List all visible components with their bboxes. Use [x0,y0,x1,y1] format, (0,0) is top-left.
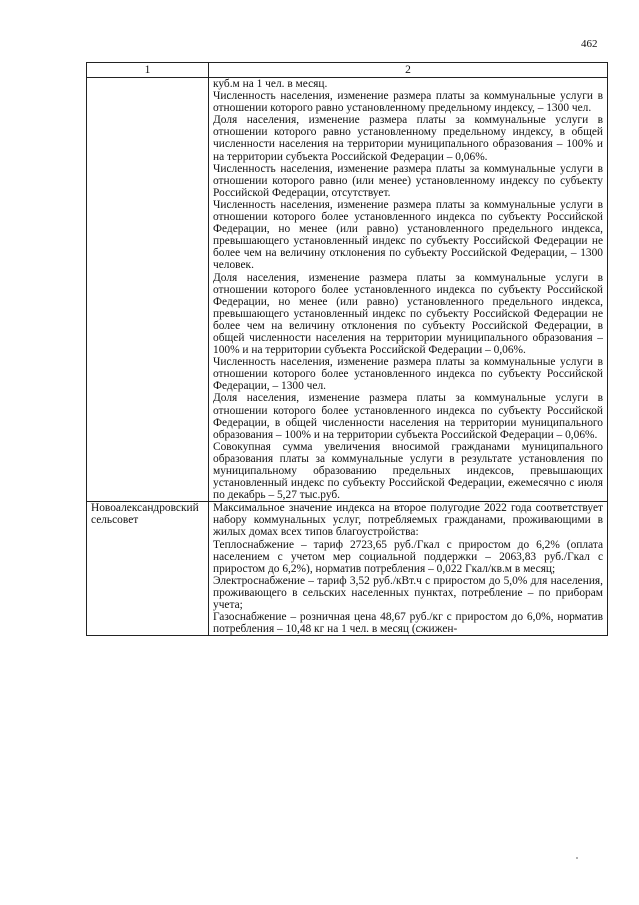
paragraph: Численность населения, изменение размера платы за коммунальные услуги в отношении которого более установленного индекса по субъекту Российской Федерации, но менее (или равно) установленного предельного индекса, превышающего установленный индекс по субъекту Российской Федерации не более чем на величину отклонения по субъекту Российской Федерации, – 1300 человек. [213,198,603,272]
page-number: 462 [581,38,598,50]
table-row [87,78,608,502]
paragraph: Численность населения, изменение размера платы за коммунальные услуги в отношении которого более установленного индекса по субъекту Российской Федерации, – 1300 чел. [213,356,603,393]
region-cell: Новоалександровский сельсовет [87,502,209,636]
paragraph: Доля населения, изменение размера платы за коммунальные услуги в отношении которого более установленного индекса по субъекту Российской Федерации, но менее (или равно) установленного предельного индекса, превышающего установленный индекс по субъекту Российской Федерации не более чем на величину отклонения по субъекту Российской Федерации, в общей численности населения на территории муниципального образования – 100% и на территории субъекта Российской Федерации – 0,06%. [213,271,603,357]
paragraph: Электроснабжение – тариф 3,52 руб./кВт.ч с приростом до 5,0% для населения, проживающего в сельских населенных пунктах, потребление – по приборам учета; [213,574,603,612]
table-row [87,502,608,636]
column-header-1: 1 [87,63,209,78]
scan-speck [576,857,578,859]
paragraph: Газоснабжение – розничная цена 48,67 руб./кг с приростом до 6,0%, норматив потребления – 10,48 кг на 1 чел. в месяц (сжижен- [213,611,603,636]
document-table [86,62,608,636]
description-cell [209,78,608,502]
region-cell [87,78,209,502]
paragraph: Доля населения, изменение размера платы за коммунальные услуги в отношении которого более установленного индекса по субъекту Российской Федерации, в общей численности населения на территории муниципального образования – 100% и на территории субъекта Российской Федерации – 0,06%. [213,392,603,441]
paragraph: Совокупная сумма увеличения вносимой гражданами муниципального образования платы за коммунальные услуги в результате установления по муниципальному образованию предельных индексов, превышающих установленный индекс по субъекту Российской Федерации, ежемесячно с июля по декабрь – 5,27 тыс.руб. [213,440,603,502]
paragraph: Численность населения, изменение размера платы за коммунальные услуги в отношении которого равно (или менее) установленному индексу по субъекту Российской Федерации, отсутствует. [213,162,603,199]
paragraph: Доля населения, изменение размера платы за коммунальные услуги в отношении которого равно установленному предельному индексу, в общей численности населения на территории муниципального образования – 100% и на территории субъекта Российской Федерации – 0,06%. [213,114,603,163]
paragraph: Численность населения, изменение размера платы за коммунальные услуги в отношении которого равно установленному предельному индексу, – 1300 чел. [213,90,603,115]
description-cell [209,502,608,636]
paragraph: Теплоснабжение – тариф 2723,65 руб./Гкал с приростом до 6,2% (оплата населением с учетом мер социальной поддержки – 2063,83 руб./Гкал с приростом до 6,2%), норматив потребления – 0,022 Гкал/кв.м в месяц; [213,538,603,575]
paragraph: куб.м на 1 чел. в месяц. [213,78,328,90]
table-header-row [87,63,608,78]
paragraph: Максимальное значение индекса на второе полугодие 2022 года соответствует набору коммунальных услуг, потребляемых гражданами, проживающими в жилых домах всех типов благоустройства: [213,502,603,539]
column-header-2: 2 [209,63,608,78]
